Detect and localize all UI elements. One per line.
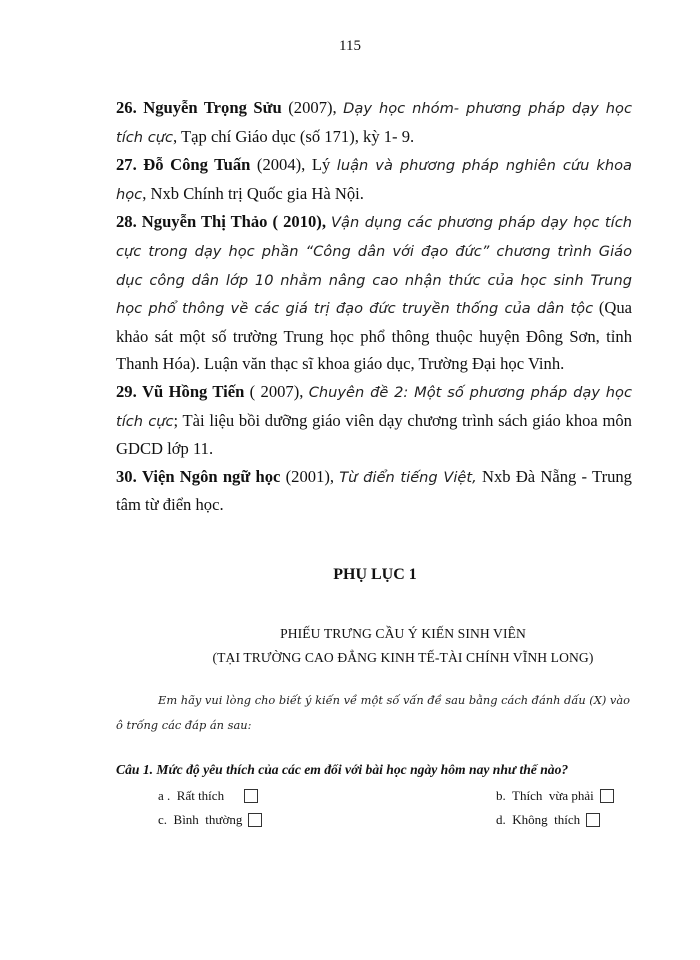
appendix-title: PHỤ LỤC 1 xyxy=(333,566,417,583)
option-d[interactable] xyxy=(496,812,600,828)
reference-year: (2007), xyxy=(281,98,344,117)
reference-year: (2004), xyxy=(250,155,312,175)
reference-author: Đỗ Công Tuấn xyxy=(143,155,251,175)
reference-title: Dạy học nhóm- phương pháp dạy học tích cực xyxy=(116,100,632,146)
option-c[interactable] xyxy=(158,812,262,828)
reference-publisher: Nxb Đà Nẵng - Trung tâm từ điển học. xyxy=(116,466,632,515)
reference-author: Nguyễn Trọng Sửu xyxy=(143,98,282,117)
reference-year: (2001), xyxy=(280,466,340,486)
option-d-label: d. Không thích xyxy=(496,812,581,827)
reference-publisher: , Nxb Chính trị Quốc gia Hà Nội. xyxy=(142,183,364,203)
reference-number: 28. xyxy=(116,212,137,232)
reference-item-26 xyxy=(116,94,632,151)
reference-item-28 xyxy=(116,208,632,378)
option-a-label: a . Rất thích xyxy=(158,788,225,803)
reference-title-prefix: Lý xyxy=(311,155,337,175)
reference-title: luận và phương pháp nghiên cứu khoa học xyxy=(116,157,632,203)
reference-number: 26. xyxy=(116,98,137,117)
reference-author: Nguyễn Thị Thảo xyxy=(141,212,268,232)
survey-instructions xyxy=(116,688,636,738)
reference-item-30 xyxy=(116,463,632,519)
option-b-checkbox[interactable] xyxy=(600,789,614,803)
reference-year: ( 2007), xyxy=(244,381,309,401)
survey-title xyxy=(188,622,618,670)
reference-author: Vũ Hồng Tiến xyxy=(142,381,245,401)
survey-title-line-2: (TẠI TRƯỜNG CAO ĐẲNG KINH TẾ-TÀI CHÍNH VĨNH LONG) xyxy=(212,650,594,665)
reference-title: Vận dụng các phương pháp dạy học tích cực trong dạy học phần “Công dân với đạo đức” chương trình Giáo dục công dân lớp 10 nhằm nâng cao nhận thức của học sinh Trung học phổ thông về các giá trị đạo đức truyền thống của dân tộc xyxy=(116,214,632,318)
question-1: Câu 1. Mức độ yêu thích của các em đối với bài học ngày hôm nay như thế nào? xyxy=(116,762,569,777)
option-c-checkbox[interactable] xyxy=(248,813,262,827)
reference-number: 29. xyxy=(116,381,137,401)
reference-year: ( 2010), xyxy=(267,212,332,232)
page-number: 115 xyxy=(339,38,361,54)
reference-publisher: (Qua khảo sát một số trường Trung học phổ thông thuộc huyện Đông Sơn, tỉnh Thanh Hóa). Luận văn thạc sĩ khoa giáo dục, Trường Đại học Vinh. xyxy=(116,298,632,374)
survey-title-line-1: PHIẾU TRƯNG CẦU Ý KIẾN SINH VIÊN xyxy=(280,626,526,641)
reference-title: Chuyên đề 2: Một số phương pháp dạy học tích cực xyxy=(116,383,632,430)
survey-instructions-text: Em hãy vui lòng cho biết ý kiến về một số vấn đề sau bằng cách đánh dấu (X) vào ô trống các đáp án sau: xyxy=(116,693,630,732)
reference-list xyxy=(116,94,632,519)
reference-item-27 xyxy=(116,151,632,208)
option-a[interactable] xyxy=(158,788,258,804)
reference-number: 30. xyxy=(116,466,137,486)
option-c-label: c. Bình thường xyxy=(158,812,243,827)
reference-author: Viện Ngôn ngữ học xyxy=(141,466,281,486)
reference-publisher: ; Tài liệu bồi dưỡng giáo viên dạy chương trình sách giáo khoa môn GDCD lớp 11. xyxy=(116,410,632,459)
option-b-label: b. Thích vừa phải xyxy=(496,788,594,803)
option-d-checkbox[interactable] xyxy=(586,813,600,827)
reference-publisher: , Tạp chí Giáo dục (số 171), kỳ 1- 9. xyxy=(173,126,415,146)
reference-item-29 xyxy=(116,378,632,463)
option-a-checkbox[interactable] xyxy=(244,789,258,803)
reference-title: Từ điển tiếng Việt, xyxy=(339,468,477,486)
reference-number: 27. xyxy=(116,155,137,175)
option-b[interactable] xyxy=(496,788,614,804)
